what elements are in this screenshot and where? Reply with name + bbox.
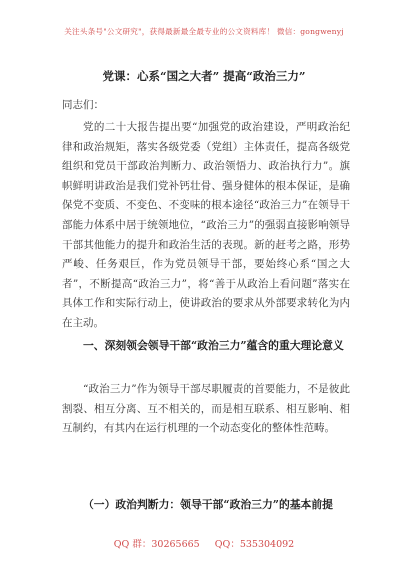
- body-paragraph-2: “政治三力”作为领导干部尽职履责的首要能力，不是彼此割裂、相互分离、互不相关的，而是相互联系、相互影响、相互制约，有其内在运行机理的一个动态变化的整体性范畴。: [62, 383, 350, 435]
- footer-qq: QQ：535304092: [214, 539, 295, 550]
- body-paragraph-1: 党的二十大报告提出要“加强党的政治建设，严明政治纪律和政治规矩，落实各级党委（党组）主体责任，提高各级党组织和党员干部政治判断力、政治领悟力、政治执行力”。旗帜鲜明讲政治是我们党补钙壮骨、强身健体的根本保证，是确保党不变质、不变色、不变味的根本途径“政治三力”在领导干部能力体系中居于统领地位，“政治三力”的强弱直接影响领导干部其他能力的提升和政治生活的表现。新的赶考之路，形势严峻、任务艰巨，作为党员领导干部，要始终心系“国之大者”，不断提高“政治三力”，将“善于从政治上看问题”落实在具体工作和实际行动上，使讲政治的要求从外部要求转化为内在主动。: [62, 121, 350, 329]
- header-promo-note: 关注头条号"公文研究"，获得最新最全最专业的公文资料库！ 微信：gongwenyj: [64, 27, 344, 36]
- section-heading-1: 一、深刻领会领导干部“政治三力”蕴含的重大理论意义: [83, 339, 344, 352]
- footer-qq-group: QQ 群：30265665: [113, 539, 200, 550]
- subsection-heading-1: （一）政治判断力：领导干部“政治三力”的基本前提: [83, 498, 333, 511]
- document-title: 党课：心系“国之大者” 提高“政治三力”: [102, 69, 306, 83]
- footer-contact: [0, 536, 408, 550]
- greeting: 同志们：: [62, 99, 104, 111]
